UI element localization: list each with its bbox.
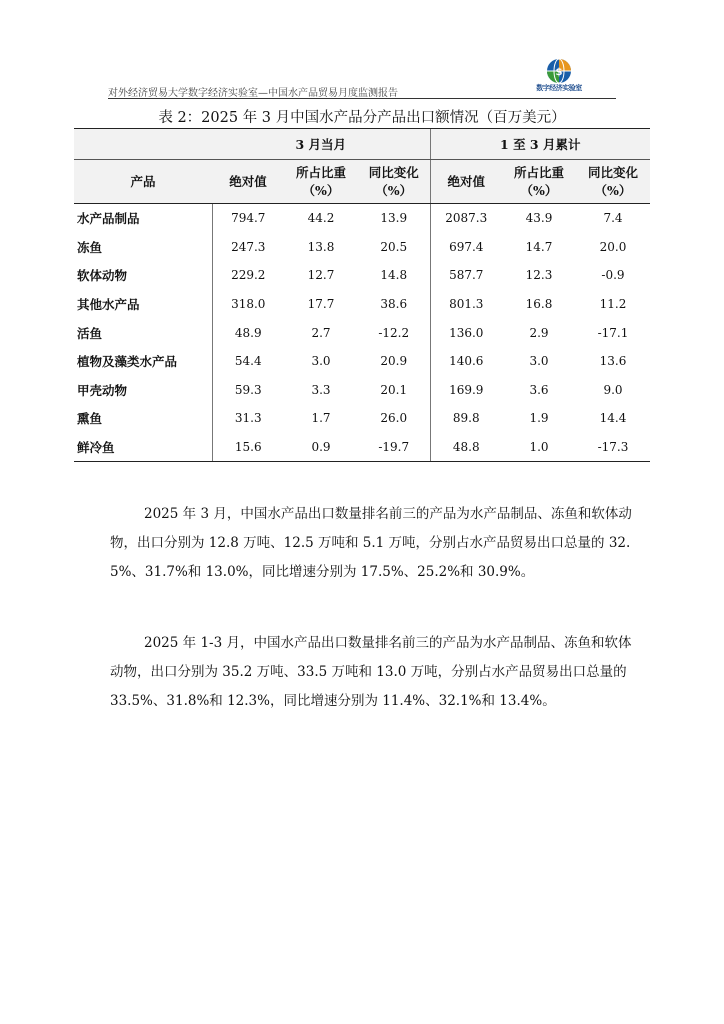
cell-value: 11.2 [599, 297, 627, 312]
cell-value: 2.7 [311, 325, 331, 340]
page-header [108, 62, 616, 100]
cell-value: 14.8 [380, 268, 408, 283]
cell-product: 其他水产品 [77, 297, 140, 313]
cell-value: -19.7 [358, 433, 430, 462]
cell-value: 0.9 [284, 433, 358, 462]
cell-value: 43.9 [525, 211, 553, 226]
cell-value: 16.8 [525, 297, 553, 312]
table-row [74, 290, 650, 319]
cell-product: 鲜冷鱼 [74, 433, 212, 462]
cell-value: 1.0 [502, 433, 576, 462]
table-row [74, 233, 650, 262]
cell-value: 20.0 [599, 239, 627, 254]
col-product: 产品 [74, 160, 212, 204]
cell-value: 587.7 [430, 261, 502, 290]
table-row [74, 204, 650, 233]
group-march: 3 月当月 [212, 129, 430, 160]
table-row [74, 433, 650, 462]
col-share-march: 所占比重 （%） [284, 160, 358, 204]
col-abs-ytd: 绝对值 [430, 160, 502, 204]
cell-value: 20.1 [380, 382, 408, 397]
cell-product: 熏鱼 [77, 411, 103, 427]
cell-product: 冻鱼 [77, 239, 103, 255]
cell-value: 20.5 [380, 239, 408, 254]
table-row [74, 347, 650, 376]
cell-value: 26.0 [380, 411, 408, 426]
table-caption: 表 2：2025 年 3 月中国水产品分产品出口额情况（百万美元） [158, 110, 566, 126]
cell-value: 38.6 [380, 297, 408, 312]
cell-product: 软体动物 [77, 268, 128, 284]
cell-value: 318.0 [212, 290, 284, 319]
cell-value: 12.7 [307, 268, 335, 283]
table-column-header [74, 160, 650, 204]
cell-value: 13.6 [599, 354, 627, 369]
lab-logo [528, 58, 590, 94]
cell-value: 13.8 [307, 239, 335, 254]
export-table [74, 128, 650, 462]
col-yoy-ytd: 同比变化 （%） [576, 160, 650, 204]
table-row [74, 404, 650, 433]
table-row [74, 376, 650, 405]
cell-value: 3.0 [529, 354, 549, 369]
group-ytd: 1 至 3 月累计 [430, 129, 650, 160]
table-row [74, 318, 650, 347]
cell-value: 17.7 [307, 297, 335, 312]
cell-value: 3.3 [311, 382, 331, 397]
cell-product: 甲壳动物 [77, 382, 128, 398]
cell-value: 59.3 [212, 376, 284, 405]
cell-value: 48.8 [430, 433, 502, 462]
cell-value: 14.7 [525, 239, 553, 254]
cell-value: 14.4 [599, 411, 627, 426]
cell-value: 13.9 [380, 211, 408, 226]
table-row [74, 261, 650, 290]
cell-value: 89.8 [430, 404, 502, 433]
cell-value: 7.4 [603, 211, 623, 226]
header-rule [108, 98, 616, 99]
cell-value: 2087.3 [430, 204, 502, 233]
cell-value: 1.9 [529, 411, 549, 426]
cell-value: 169.9 [430, 376, 502, 405]
paragraph-march: 2025 年 3 月，中国水产品出口数量排名前三的产品为水产品制品、冻鱼和软体动物，出口分别为 12.8 万吨、12.5 万吨和 5.1 万吨，分别占水产品贸易出口总量的 32.5%、31.7%和 13.0%，同比增速分别为 17.5%、25.2%和 30.9%。 [110, 505, 632, 580]
table-group-header [74, 129, 650, 160]
cell-product: 植物及藻类水产品 [77, 354, 178, 370]
col-share-ytd: 所占比重 （%） [502, 160, 576, 204]
paragraph-ytd: 2025 年 1-3 月，中国水产品出口数量排名前三的产品为水产品制品、冻鱼和软体动物，出口分别为 35.2 万吨、33.5 万吨和 13.0 万吨，分别占水产品贸易出口总量的 33.5%、31.8%和 12.3%，同比增速分别为 11.4%、32.1%和 13.4%。 [110, 634, 632, 709]
cell-value: 31.3 [212, 404, 284, 433]
cell-value: 20.9 [380, 354, 408, 369]
cell-value: 140.6 [430, 347, 502, 376]
cell-value: 794.7 [212, 204, 284, 233]
svg-text:$: $ [555, 67, 563, 78]
cell-value: 3.6 [529, 382, 549, 397]
cell-value: 48.9 [212, 318, 284, 347]
cell-value: -17.1 [597, 325, 629, 340]
cell-value: 12.3 [525, 268, 553, 283]
cell-product: 活鱼 [77, 325, 103, 341]
cell-value: 1.7 [311, 411, 331, 426]
cell-value: -0.9 [601, 268, 625, 283]
header-text: 对外经济贸易大学数字经济实验室—中国水产品贸易月度监测报告 [108, 88, 398, 99]
globe-logo-icon [528, 58, 590, 84]
cell-value: 54.4 [212, 347, 284, 376]
cell-value: 136.0 [430, 318, 502, 347]
cell-value: -17.3 [576, 433, 650, 462]
logo-label: 数字经济实验室 [536, 84, 582, 92]
cell-value: 3.0 [311, 354, 331, 369]
cell-value: 2.9 [529, 325, 549, 340]
col-yoy-march: 同比变化 （%） [358, 160, 430, 204]
cell-value: 9.0 [603, 382, 623, 397]
cell-value: -12.2 [378, 325, 410, 340]
group-blank [74, 129, 212, 160]
cell-value: 247.3 [212, 233, 284, 262]
cell-value: 801.3 [430, 290, 502, 319]
col-abs-march: 绝对值 [212, 160, 284, 204]
cell-product: 水产品制品 [77, 211, 140, 227]
cell-value: 44.2 [307, 211, 335, 226]
cell-value: 15.6 [212, 433, 284, 462]
cell-value: 697.4 [430, 233, 502, 262]
cell-value: 229.2 [212, 261, 284, 290]
